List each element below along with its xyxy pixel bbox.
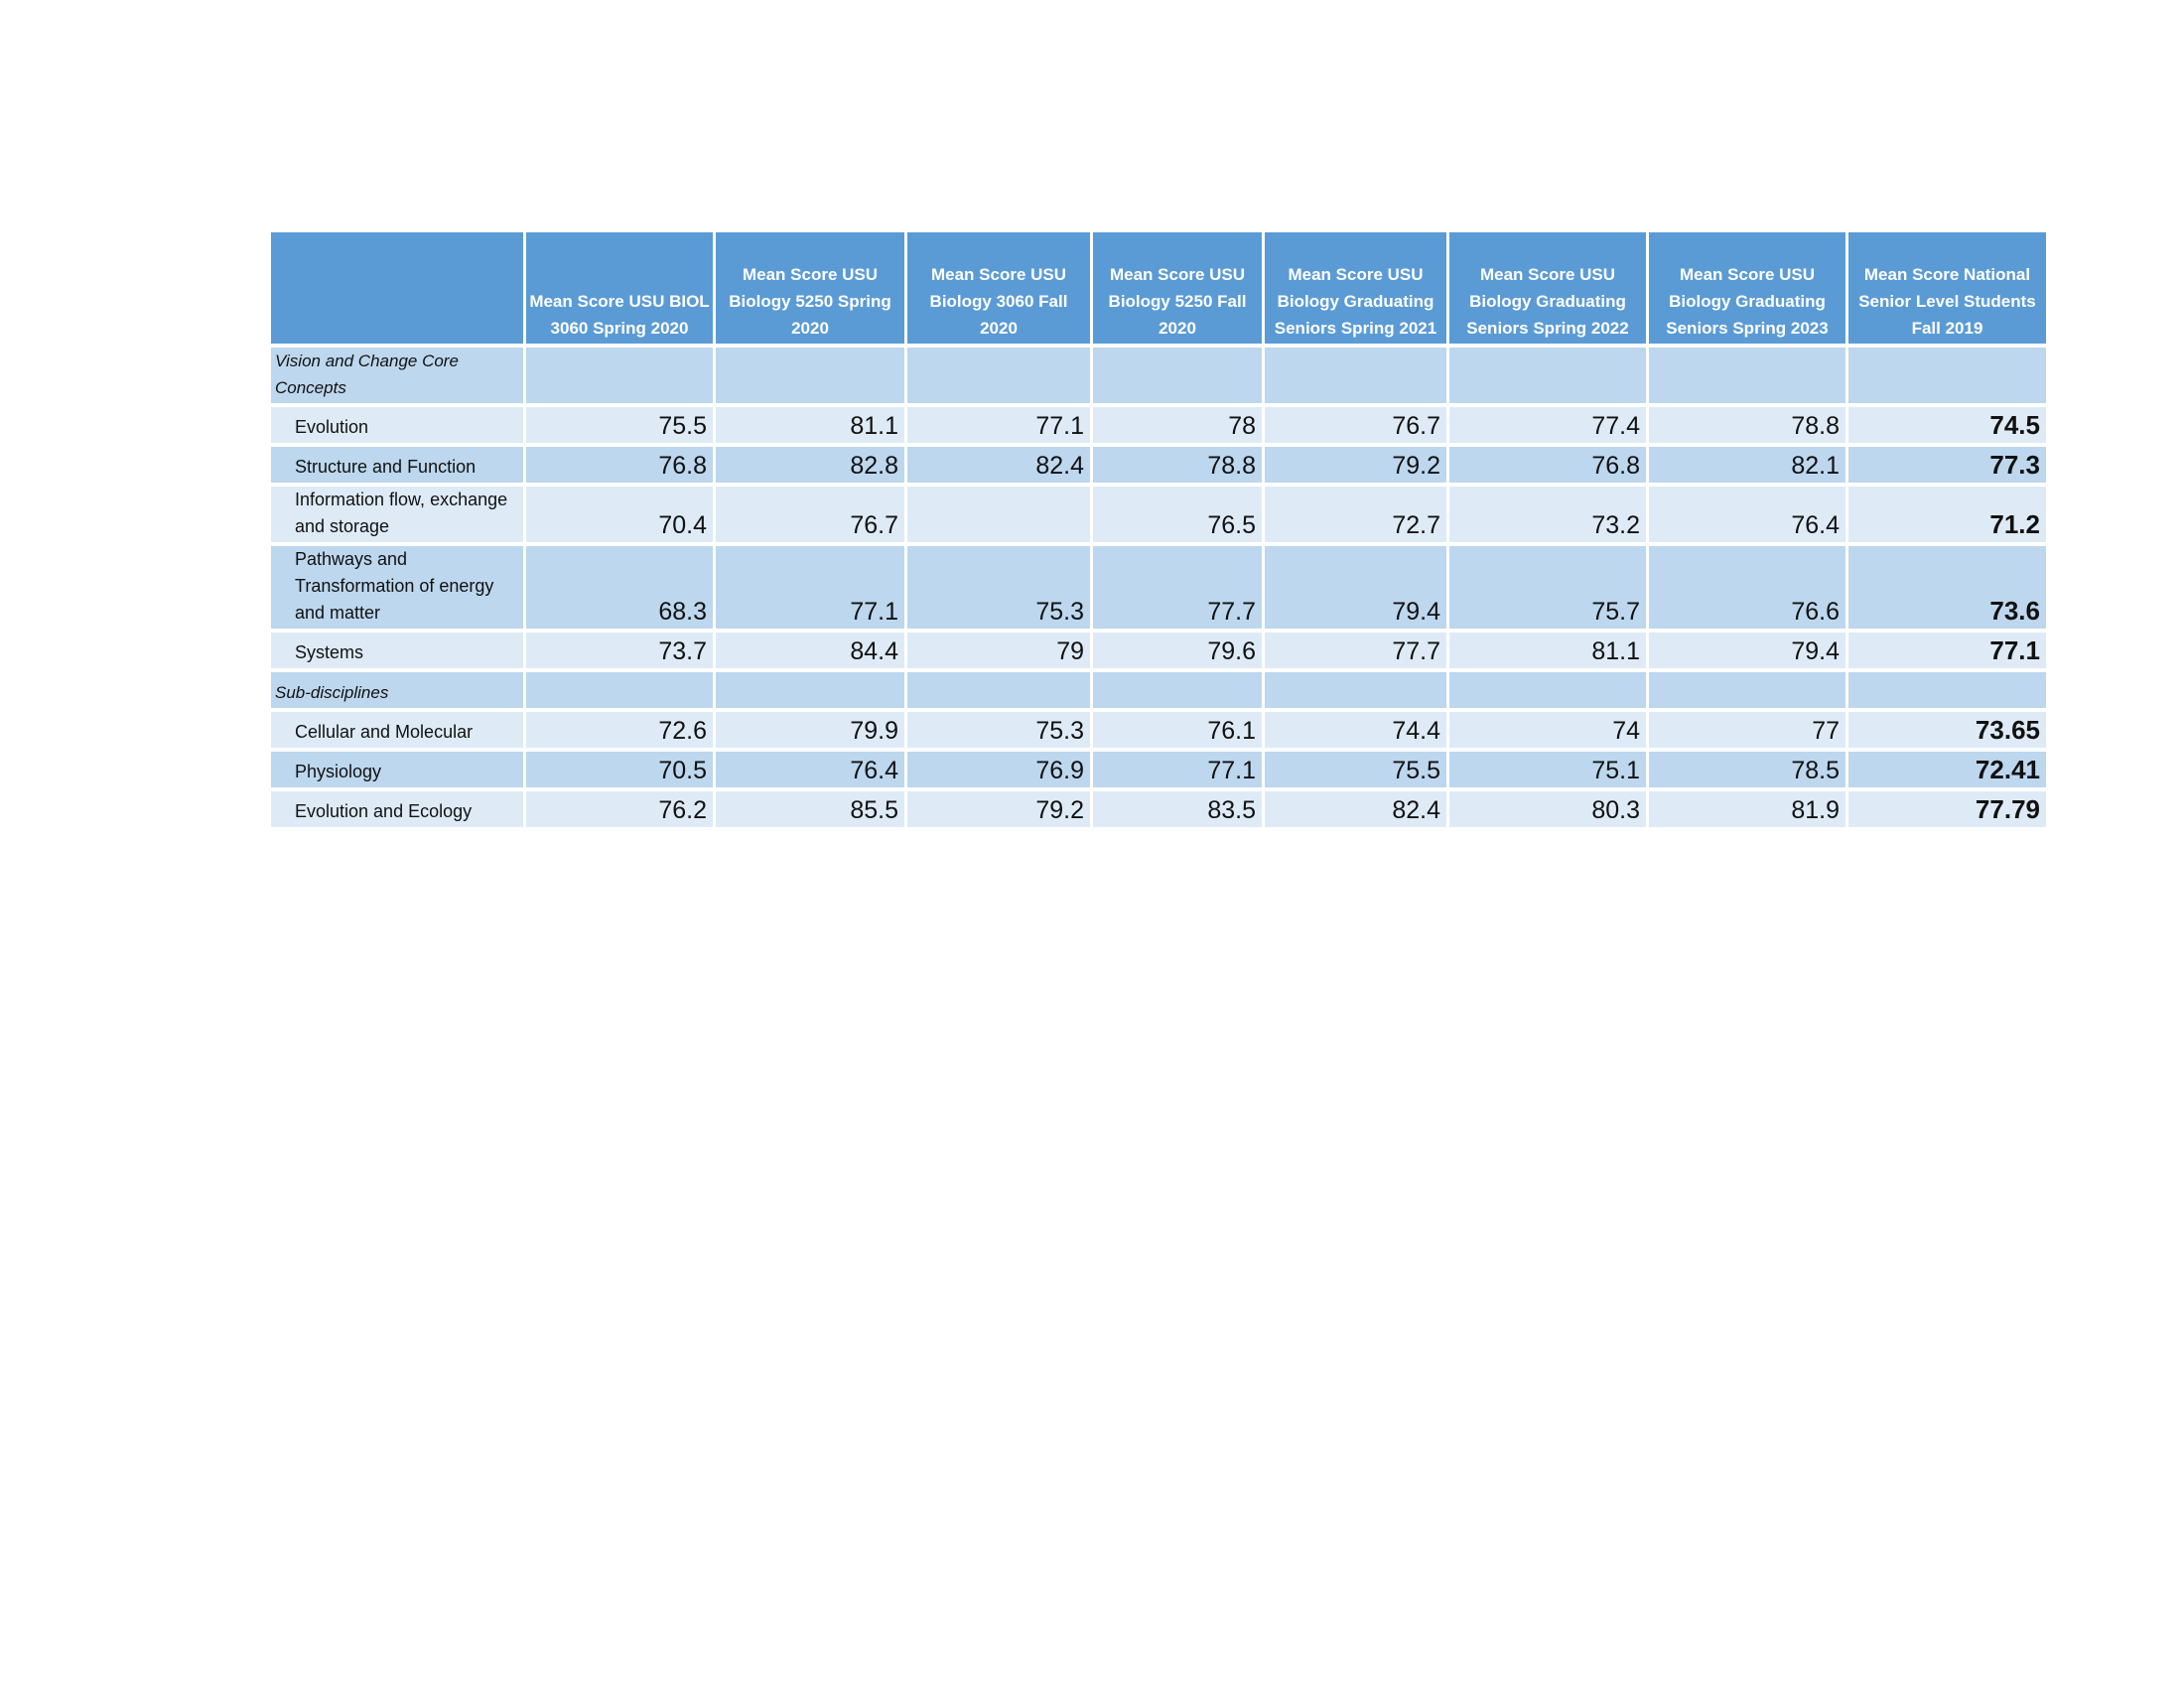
- table-cell: 72.7: [1265, 487, 1446, 542]
- table-cell: 76.9: [907, 752, 1090, 787]
- table-cell-national: 73.65: [1848, 712, 2046, 748]
- row-label: Pathways and Transformation of energy and matter: [271, 546, 523, 629]
- table-cell: 76.6: [1649, 546, 1845, 629]
- table-cell: 85.5: [716, 791, 904, 827]
- table-cell: 83.5: [1093, 791, 1262, 827]
- table-cell: [907, 672, 1090, 708]
- table-cell: [907, 487, 1090, 542]
- table-cell-national: [1848, 672, 2046, 708]
- row-label: Physiology: [271, 752, 523, 787]
- table-cell: 80.3: [1449, 791, 1646, 827]
- table-cell: 76.4: [1649, 487, 1845, 542]
- table-cell: 77.7: [1265, 633, 1446, 668]
- table-cell: 77.1: [716, 546, 904, 629]
- header-cell-seniors-spring2023: Mean Score USU Biology Graduating Seniors Spring 2023: [1649, 232, 1845, 344]
- header-cell-bio5250-fall2020: Mean Score USU Biology 5250 Fall 2020: [1093, 232, 1262, 344]
- table-cell: 75.5: [526, 407, 713, 443]
- table-cell: 70.5: [526, 752, 713, 787]
- table-cell: 81.1: [1449, 633, 1646, 668]
- table-row-systems: [271, 633, 2046, 668]
- table-cell: [716, 672, 904, 708]
- table-cell: 82.4: [1265, 791, 1446, 827]
- table-cell: [907, 348, 1090, 403]
- table-row-structure-function: [271, 447, 2046, 483]
- table-cell: [1265, 348, 1446, 403]
- table-cell: 76.5: [1093, 487, 1262, 542]
- table-cell: 72.6: [526, 712, 713, 748]
- table-cell: 78.8: [1649, 407, 1845, 443]
- table-cell-national: 77.79: [1848, 791, 2046, 827]
- row-label: Sub-disciplines: [271, 672, 523, 708]
- table-cell: 76.8: [526, 447, 713, 483]
- table-cell: 76.7: [1265, 407, 1446, 443]
- table-cell: 74.4: [1265, 712, 1446, 748]
- table-cell: 73.7: [526, 633, 713, 668]
- table-cell: [1449, 348, 1646, 403]
- table-cell: 78.8: [1093, 447, 1262, 483]
- header-cell-biol3060-spring2020: Mean Score USU BIOL 3060 Spring 2020: [526, 232, 713, 344]
- table-header: [271, 232, 2046, 344]
- table-cell: 68.3: [526, 546, 713, 629]
- table-cell: 76.2: [526, 791, 713, 827]
- row-label: Cellular and Molecular: [271, 712, 523, 748]
- table-cell: [1093, 672, 1262, 708]
- table-cell: 79.2: [907, 791, 1090, 827]
- table-cell: [526, 672, 713, 708]
- table-row-evolution-ecology: [271, 791, 2046, 827]
- section-row-sub-disciplines: [271, 672, 2046, 708]
- table-cell: 77.7: [1093, 546, 1262, 629]
- table-cell: 78.5: [1649, 752, 1845, 787]
- table-row-information-flow: [271, 487, 2046, 542]
- table-cell: 75.7: [1449, 546, 1646, 629]
- table-cell-national: [1848, 348, 2046, 403]
- table-cell: 77.1: [907, 407, 1090, 443]
- header-cell-seniors-spring2021: Mean Score USU Biology Graduating Seniors Spring 2021: [1265, 232, 1446, 344]
- table-cell: [1265, 672, 1446, 708]
- scores-table: [268, 228, 2049, 831]
- table-cell: 75.1: [1449, 752, 1646, 787]
- table-cell-national: 74.5: [1848, 407, 2046, 443]
- row-label: Structure and Function: [271, 447, 523, 483]
- table-cell: 76.1: [1093, 712, 1262, 748]
- table-cell: 70.4: [526, 487, 713, 542]
- table-row-cellular-molecular: [271, 712, 2046, 748]
- table-cell-national: 77.3: [1848, 447, 2046, 483]
- table-cell: 79.9: [716, 712, 904, 748]
- table-cell: 77.4: [1449, 407, 1646, 443]
- table-row-pathways: [271, 546, 2046, 629]
- table-cell: 79: [907, 633, 1090, 668]
- table-cell: [1649, 672, 1845, 708]
- table-cell: 77: [1649, 712, 1845, 748]
- row-label: Evolution: [271, 407, 523, 443]
- header-cell-national-fall2019: Mean Score National Senior Level Students Fall 2019: [1848, 232, 2046, 344]
- header-cell-bio3060-fall2020: Mean Score USU Biology 3060 Fall 2020: [907, 232, 1090, 344]
- table-cell-national: 77.1: [1848, 633, 2046, 668]
- table-body: [271, 348, 2046, 827]
- table-cell: [1449, 672, 1646, 708]
- table-cell: 81.1: [716, 407, 904, 443]
- table-cell: 82.1: [1649, 447, 1845, 483]
- table-row-physiology: [271, 752, 2046, 787]
- table-cell: [716, 348, 904, 403]
- table-cell: [1093, 348, 1262, 403]
- table-cell: 79.2: [1265, 447, 1446, 483]
- table-cell-national: 72.41: [1848, 752, 2046, 787]
- section-row-core-concepts: [271, 348, 2046, 403]
- table-cell: 82.4: [907, 447, 1090, 483]
- row-label: Systems: [271, 633, 523, 668]
- table-cell: 75.5: [1265, 752, 1446, 787]
- row-label: Evolution and Ecology: [271, 791, 523, 827]
- table-cell: 82.8: [716, 447, 904, 483]
- table-cell-national: 73.6: [1848, 546, 2046, 629]
- table-cell: 74: [1449, 712, 1646, 748]
- table-cell: 75.3: [907, 712, 1090, 748]
- table-cell: 84.4: [716, 633, 904, 668]
- table-cell: 73.2: [1449, 487, 1646, 542]
- table-cell: 79.6: [1093, 633, 1262, 668]
- table-cell: 76.7: [716, 487, 904, 542]
- table-cell: [1649, 348, 1845, 403]
- table-cell: 76.8: [1449, 447, 1646, 483]
- header-cell-seniors-spring2022: Mean Score USU Biology Graduating Seniors Spring 2022: [1449, 232, 1646, 344]
- table-cell: 77.1: [1093, 752, 1262, 787]
- table-cell: 78: [1093, 407, 1262, 443]
- header-cell-bio5250-spring2020: Mean Score USU Biology 5250 Spring 2020: [716, 232, 904, 344]
- table-cell: 81.9: [1649, 791, 1845, 827]
- table-cell: 79.4: [1265, 546, 1446, 629]
- table-row-evolution: [271, 407, 2046, 443]
- table-cell: 76.4: [716, 752, 904, 787]
- table-cell-national: 71.2: [1848, 487, 2046, 542]
- table-cell: 75.3: [907, 546, 1090, 629]
- table-cell: [526, 348, 713, 403]
- row-label: Vision and Change Core Concepts: [271, 348, 523, 403]
- row-label: Information flow, exchange and storage: [271, 487, 523, 542]
- table-cell: 79.4: [1649, 633, 1845, 668]
- header-row: [271, 232, 2046, 344]
- header-cell-blank: [271, 232, 523, 344]
